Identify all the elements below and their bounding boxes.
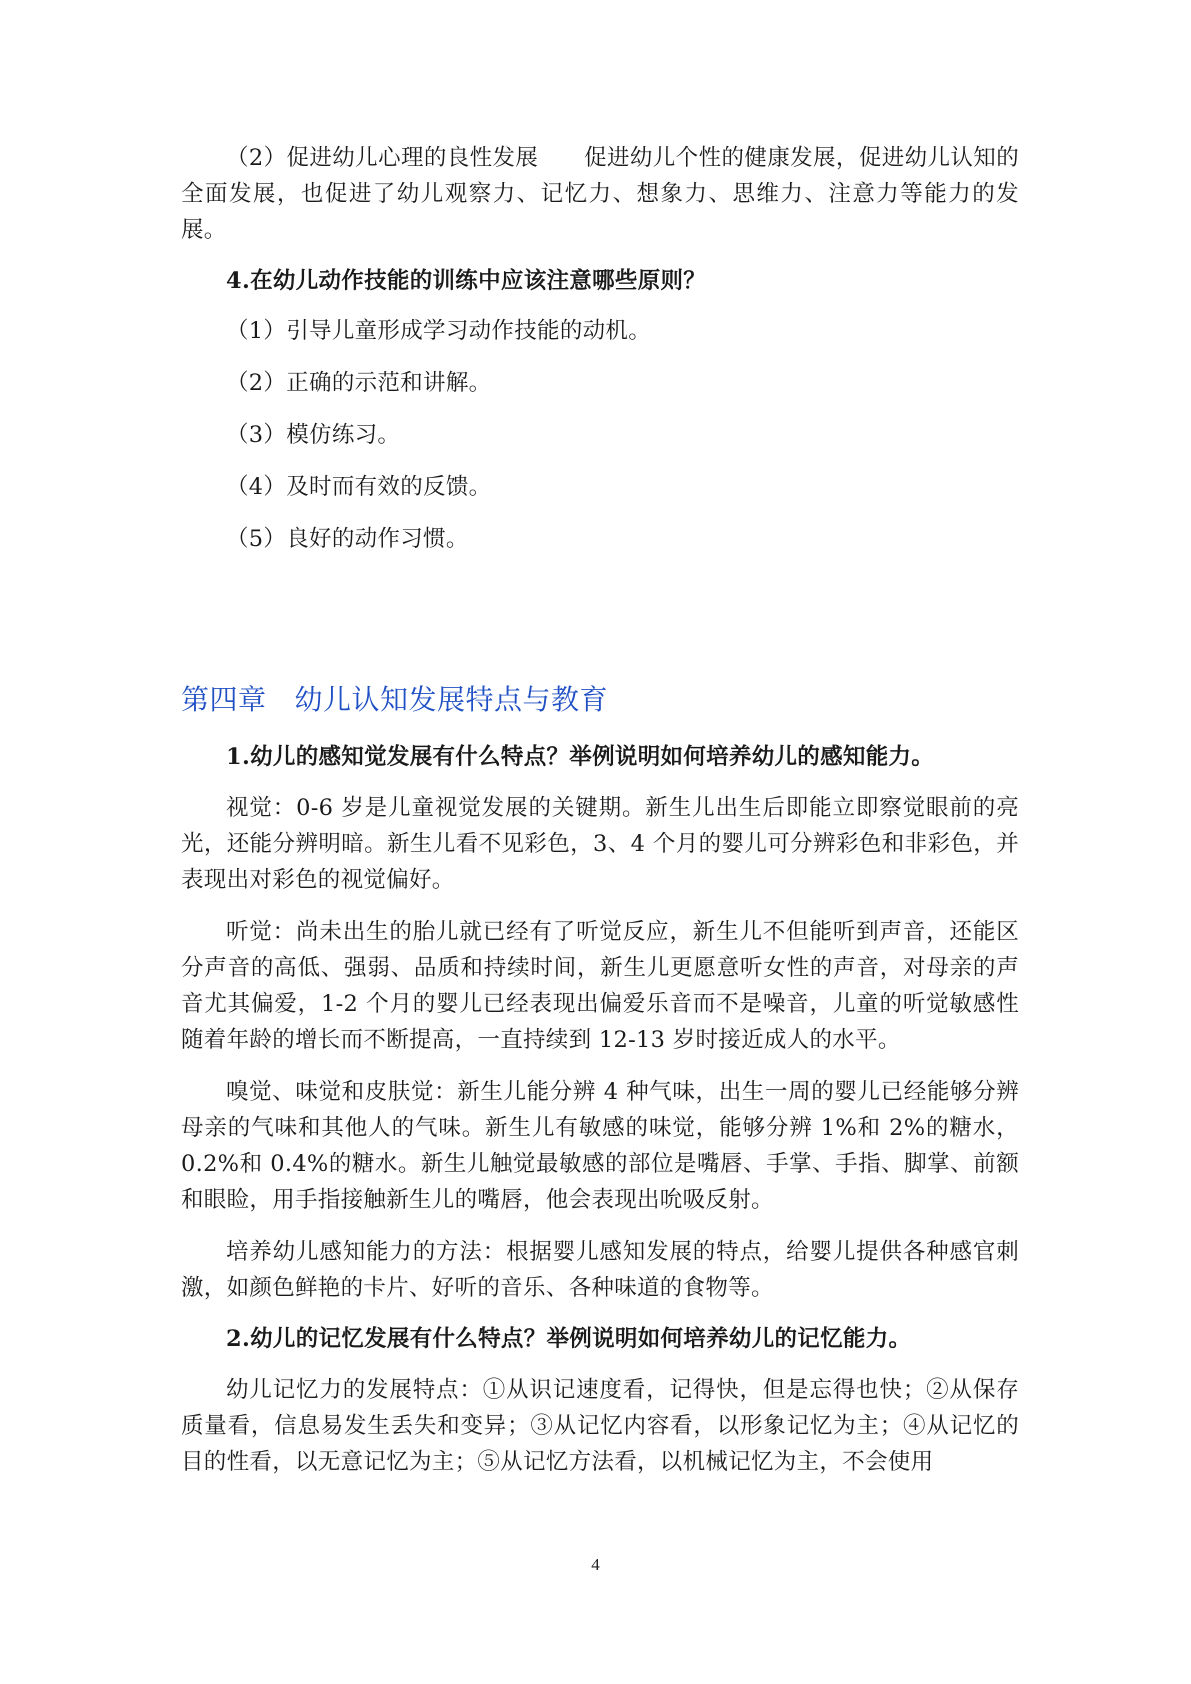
principle-item-4: （4）及时而有效的反馈。 [226, 474, 492, 500]
paragraph-vision: 视觉：0-6 岁是儿童视觉发展的关键期。新生儿出生后即能立即察觉眼前的亮光，还能分辨明暗。新生儿看不见彩色，3、4 个月的婴儿可分辨彩色和非彩色，并表现出对彩色的视觉偏好。 [181, 795, 1019, 893]
paragraph-hearing: 听觉：尚未出生的胎儿就已经有了听觉反应，新生儿不但能听到声音，还能区分声音的高低、强弱、品质和持续时间，新生儿更愿意听女性的声音，对母亲的声音尤其偏爱，1-2 个月的婴儿已经表现出偏爱乐音而不是噪音，儿童的听觉敏感性随着年龄的增长而不断提高，一直持续到 12-13 岁时接近成人的水平。 [181, 919, 1019, 1053]
paragraph-psych-development: （2）促进幼儿心理的良性发展 促进幼儿个性的健康发展，促进幼儿认知的全面发展，也促进了幼儿观察力、记忆力、想象力、思维力、注意力等能力的发展。 [181, 145, 1019, 243]
question-4: 4.在幼儿动作技能的训练中应该注意哪些原则？ [226, 268, 707, 294]
chapter-number: 第四章 [181, 683, 267, 716]
chapter-title: 幼儿认知发展特点与教育 [294, 683, 609, 716]
page-content [181, 140, 1019, 1496]
section-spacer [181, 574, 1019, 680]
question-2: 2.幼儿的记忆发展有什么特点？举例说明如何培养幼儿的记忆能力。 [226, 1326, 912, 1352]
principle-item-2: （2）正确的示范和讲解。 [226, 370, 492, 396]
paragraph-smell-taste-touch: 嗅觉、味觉和皮肤觉：新生儿能分辨 4 种气味，出生一周的婴儿已经能够分辨母亲的气味和其他人的气味。新生儿有敏感的味觉，能够分辨 1%和 2%的糖水，0.2%和 0.4%的糖水。新生儿触觉最敏感的部位是嘴唇、手掌、手指、脚掌、前额和眼睑，用手指接触新生儿的嘴唇，他会表现出吮吸反射。 [181, 1079, 1019, 1213]
question-1: 1.幼儿的感知觉发展有什么特点？举例说明如何培养幼儿的感知能力。 [226, 744, 935, 770]
page-number: 4 [591, 1555, 600, 1574]
chapter-heading [181, 680, 1019, 720]
principle-item-1: （1）引导儿童形成学习动作技能的动机。 [226, 318, 652, 344]
principle-item-3: （3）模仿练习。 [226, 422, 401, 448]
principle-item-5: （5）良好的动作习惯。 [226, 526, 469, 552]
paragraph-training-method: 培养幼儿感知能力的方法：根据婴儿感知发展的特点，给婴儿提供各种感官刺激，如颜色鲜艳的卡片、好听的音乐、各种味道的食物等。 [181, 1239, 1019, 1301]
paragraph-memory-features: 幼儿记忆力的发展特点：①从识记速度看，记得快，但是忘得也快；②从保存质量看，信息易发生丢失和变异；③从记忆内容看，以形象记忆为主；④从记忆的目的性看，以无意记忆为主；⑤从记忆方法看，以机械记忆为主，不会使用 [181, 1377, 1019, 1475]
